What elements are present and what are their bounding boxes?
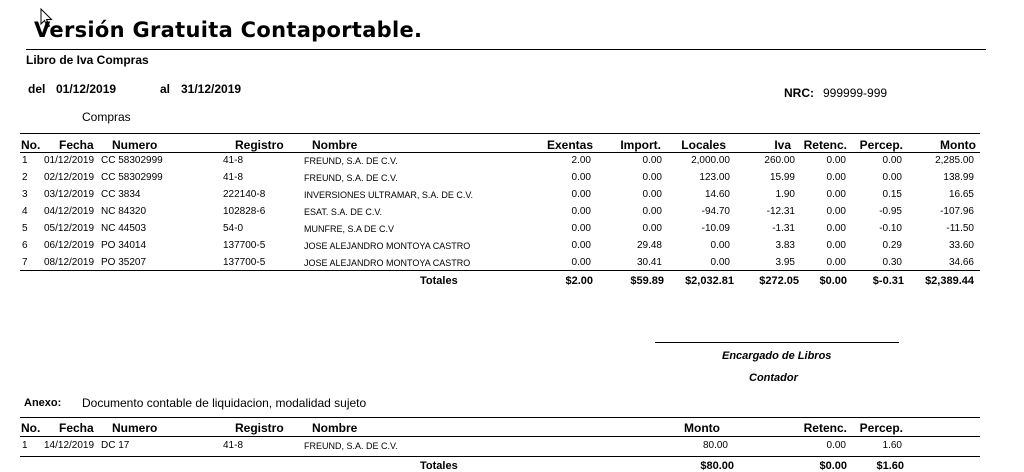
col-header-locales: Locales [681,138,726,152]
cell-monto: 2,285.00 [935,155,974,166]
cell-import: 0.00 [642,172,662,183]
cell-registro: 137700-5 [223,257,266,268]
cell-registro: 41-8 [223,155,244,166]
cell-nombre: MUNFRE, S.A DE C.V [304,224,395,234]
period-from-label: del [28,82,46,96]
annex-total-percep: $1.60 [876,460,904,472]
period-to-label: al [160,82,171,96]
cell-import: 0.00 [642,155,662,166]
cell-numero: CC 3834 [101,189,141,200]
cell-locales: -94.70 [701,206,730,217]
annex-total-retenc: $0.00 [819,460,847,472]
cell-registro: 54-0 [223,223,244,234]
cell-monto: 33.60 [948,240,974,251]
cell-iva: 15.99 [769,172,795,183]
signature-role: Encargado de Libros [722,350,832,362]
annex-label: Anexo: [24,397,62,409]
annex-col-header-fecha: Fecha [59,421,94,435]
annex-col-header-percep: Percep. [859,421,903,435]
cell-fecha: 08/12/2019 [44,257,95,268]
cell-percep: -0.95 [879,206,902,217]
cell-retenc: 0.00 [826,257,846,268]
cell-monto: 138.99 [943,172,974,183]
col-header-monto: Monto [940,138,976,152]
cell-retenc: 0.00 [826,206,846,217]
totals-label: Totales [420,275,458,287]
cell-locales: 14.60 [704,189,730,200]
cell-exentas: 0.00 [571,172,591,183]
cell-monto: 80.00 [702,440,728,451]
col-header-percep: Percep. [859,138,903,152]
cell-registro: 137700-5 [223,240,266,251]
period-to-value: 31/12/2019 [181,82,242,96]
cell-fecha: 01/12/2019 [44,155,95,166]
cell-iva: 260.00 [764,155,795,166]
cell-exentas: 0.00 [571,257,591,268]
cell-nombre: FREUND, S.A. DE C.V. [304,441,398,451]
total-percep: $-0.31 [872,275,904,287]
col-header-import: Import. [620,138,661,152]
annex-description: Documento contable de liquidacion, modalidad sujeto [82,396,367,410]
cell-registro: 41-8 [223,172,244,183]
col-header-retenc: Retenc. [803,138,847,152]
cell-locales: 2,000.00 [691,155,730,166]
cell-nombre: JOSE ALEJANDRO MONTOYA CASTRO [304,241,471,251]
col-header-fecha: Fecha [59,138,94,152]
signature-line [655,342,899,343]
total-locales: $2,032.81 [685,275,734,287]
col-header-numero: Numero [112,138,158,152]
totals-divider [20,270,980,271]
cell-iva: 3.95 [775,257,795,268]
annex-top-divider [20,417,980,418]
cell-monto: 16.65 [948,189,974,200]
cell-numero: DC 17 [101,440,130,451]
cell-exentas: 0.00 [571,223,591,234]
cell-numero: PO 34014 [101,240,147,251]
cell-retenc: 0.00 [826,172,846,183]
cell-numero: CC 58302999 [101,155,163,166]
cell-numero: NC 44503 [101,223,147,234]
cell-import: 30.41 [636,257,662,268]
report-subtitle: Libro de Iva Compras [26,53,149,67]
cell-nombre: JOSE ALEJANDRO MONTOYA CASTRO [304,258,471,268]
cell-exentas: 0.00 [571,206,591,217]
cell-nombre: FREUND, S.A. DE C.V. [304,173,398,183]
cell-fecha: 14/12/2019 [44,440,95,451]
header-bottom-divider [20,152,980,153]
annex-col-header-no: No. [21,421,41,435]
cell-iva: 3.83 [775,240,795,251]
table-top-divider [20,133,980,134]
col-header-registro: Registro [235,138,284,152]
col-header-exentas: Exentas [546,138,593,152]
total-import: $59.89 [630,275,664,287]
cell-locales: 123.00 [699,172,730,183]
cell-percep: 0.00 [882,172,902,183]
cell-numero: NC 84320 [101,206,147,217]
cell-fecha: 05/12/2019 [44,223,95,234]
cell-no: 7 [22,257,28,268]
annex-header-divider [20,436,980,437]
nrc-value: 999999-999 [823,86,888,100]
cell-monto: -11.50 [946,223,974,234]
cell-percep: 1.60 [882,440,902,451]
cell-retenc: 0.00 [826,440,846,451]
cell-iva: -12.31 [766,206,795,217]
annex-col-header-retenc: Retenc. [803,421,847,435]
total-monto: $2,389.44 [925,275,974,287]
cell-retenc: 0.00 [826,240,846,251]
total-exentas: $2.00 [565,275,593,287]
cell-import: 0.00 [642,206,662,217]
cell-import: 0.00 [642,223,662,234]
cell-no: 3 [22,189,28,200]
cell-locales: 0.00 [710,240,730,251]
cell-no: 1 [22,440,28,451]
cell-no: 6 [22,240,28,251]
cell-percep: 0.00 [882,155,902,166]
annex-col-header-registro: Registro [235,421,284,435]
col-header-nombre: Nombre [312,138,358,152]
cell-monto: 34.66 [948,257,974,268]
nrc-label: NRC: [784,86,814,100]
cell-percep: 0.15 [882,189,902,200]
cell-iva: 1.90 [775,189,795,200]
total-retenc: $0.00 [819,275,847,287]
cell-no: 4 [22,206,28,217]
cell-import: 0.00 [642,189,662,200]
cell-iva: -1.31 [772,223,795,234]
cell-locales: 0.00 [710,257,730,268]
cell-nombre: INVERSIONES ULTRAMAR, S.A. DE C.V. [304,190,474,200]
cell-fecha: 02/12/2019 [44,172,95,183]
cell-fecha: 04/12/2019 [44,206,95,217]
cell-nombre: ESAT. S.A. DE C.V. [304,207,383,217]
cell-nombre: FREUND, S.A. DE C.V. [304,156,398,166]
section-label: Compras [82,110,131,124]
cell-percep: -0.10 [879,223,902,234]
cell-retenc: 0.00 [826,155,846,166]
annex-col-header-numero: Numero [112,421,158,435]
cell-percep: 0.30 [882,257,902,268]
cell-registro: 102828-6 [223,206,266,217]
cell-numero: CC 58302999 [101,172,163,183]
annex-totals-label: Totales [420,460,458,472]
cell-import: 29.48 [636,240,662,251]
signature-title: Contador [749,372,798,384]
cell-percep: 0.29 [882,240,902,251]
cell-registro: 41-8 [223,440,244,451]
cell-monto: -107.96 [940,206,974,217]
annex-total-monto: $80.00 [700,460,734,472]
title-divider [26,49,986,50]
total-iva: $272.05 [759,275,799,287]
cell-exentas: 2.00 [571,155,591,166]
cell-retenc: 0.00 [826,223,846,234]
cell-numero: PO 35207 [101,257,147,268]
col-header-iva: Iva [774,138,791,152]
cell-no: 1 [22,155,28,166]
cell-fecha: 03/12/2019 [44,189,95,200]
page-title: Versión Gratuita Contaportable. [34,18,423,42]
annex-col-header-nombre: Nombre [312,421,358,435]
cell-exentas: 0.00 [571,240,591,251]
col-header-no: No. [21,138,41,152]
annex-col-header-monto: Monto [684,421,720,435]
cell-no: 2 [22,172,28,183]
annex-totals-divider [20,456,980,457]
cell-no: 5 [22,223,28,234]
cell-retenc: 0.00 [826,189,846,200]
period-from-value: 01/12/2019 [56,82,117,96]
cell-fecha: 06/12/2019 [44,240,95,251]
cell-locales: -10.09 [701,223,730,234]
cell-exentas: 0.00 [571,189,591,200]
cell-registro: 222140-8 [223,189,266,200]
